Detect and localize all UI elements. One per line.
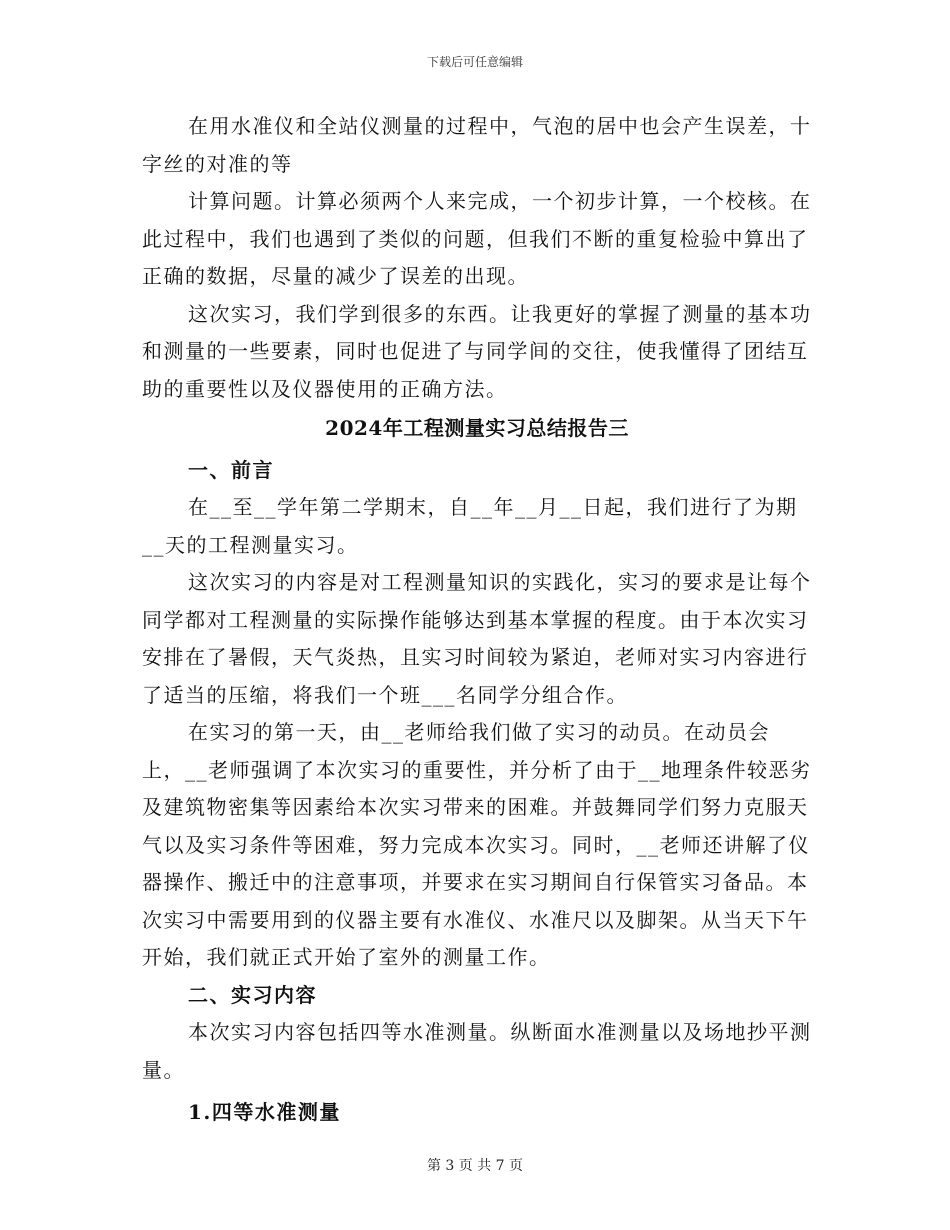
section-heading-preface: 一、前言 xyxy=(188,457,274,482)
paragraph: 这次实习的内容是对工程测量知识的实践化，实习的要求是让每个同学都对工程测量的实际操作能够达到基本掌握的程度。由于本次实习安排在了暑假，天气炎热，且实习时间较为紧迫，老师对实习内容进行了适当的压缩，将我们一个班___名同学分组合作。 xyxy=(142,570,812,707)
paragraph: 这次实习，我们学到很多的东西。让我更好的掌握了测量的基本功和测量的一些要素，同时也促进了与同学间的交往，使我懂得了团结互助的重要性以及仪器使用的正确方法。 xyxy=(142,301,812,401)
paragraph: 在实习的第一天，由__老师给我们做了实习的动员。在动员会上，__老师强调了本次实习的重要性，并分析了由于__地理条件较恶劣及建筑物密集等因素给本次实习带来的困难。并鼓舞同学们努力克服天气以及实习条件等困难，努力完成本次实习。同时，__老师还讲解了仪器操作、搬迁中的注意事项，并要求在实习期间自行保管实习备品。本次实习中需要用到的仪器主要有水准仪、水准尺以及脚架。从当天下午开始，我们就正式开始了室外的测量工作。 xyxy=(142,720,812,969)
paragraph: 在用水准仪和全站仪测量的过程中，气泡的居中也会产生误差，十字丝的对准的等 xyxy=(142,114,812,176)
page-header: 下载后可任意编辑 xyxy=(426,55,523,69)
report-title: 2024年工程测量实习总结报告三 xyxy=(325,416,629,440)
document-body xyxy=(142,108,812,1132)
paragraph: 在__至__学年第二学期末，自__年__月__日起，我们进行了为期__天的工程测量实习。 xyxy=(142,495,798,557)
subsection-heading: 1.四等水准测量 xyxy=(188,1100,341,1124)
section-heading-content: 二、实习内容 xyxy=(188,982,317,1007)
page-number: 第 3 页 共 7 页 xyxy=(426,1158,524,1174)
paragraph: 计算问题。计算必须两个人来完成，一个初步计算，一个校核。在此过程中，我们也遇到了类似的问题，但我们不断的重复检验中算出了正确的数据，尽量的减少了误差的出现。 xyxy=(142,189,812,288)
paragraph: 本次实习内容包括四等水准测量。纵断面水准测量以及场地抄平测量。 xyxy=(142,1020,812,1082)
